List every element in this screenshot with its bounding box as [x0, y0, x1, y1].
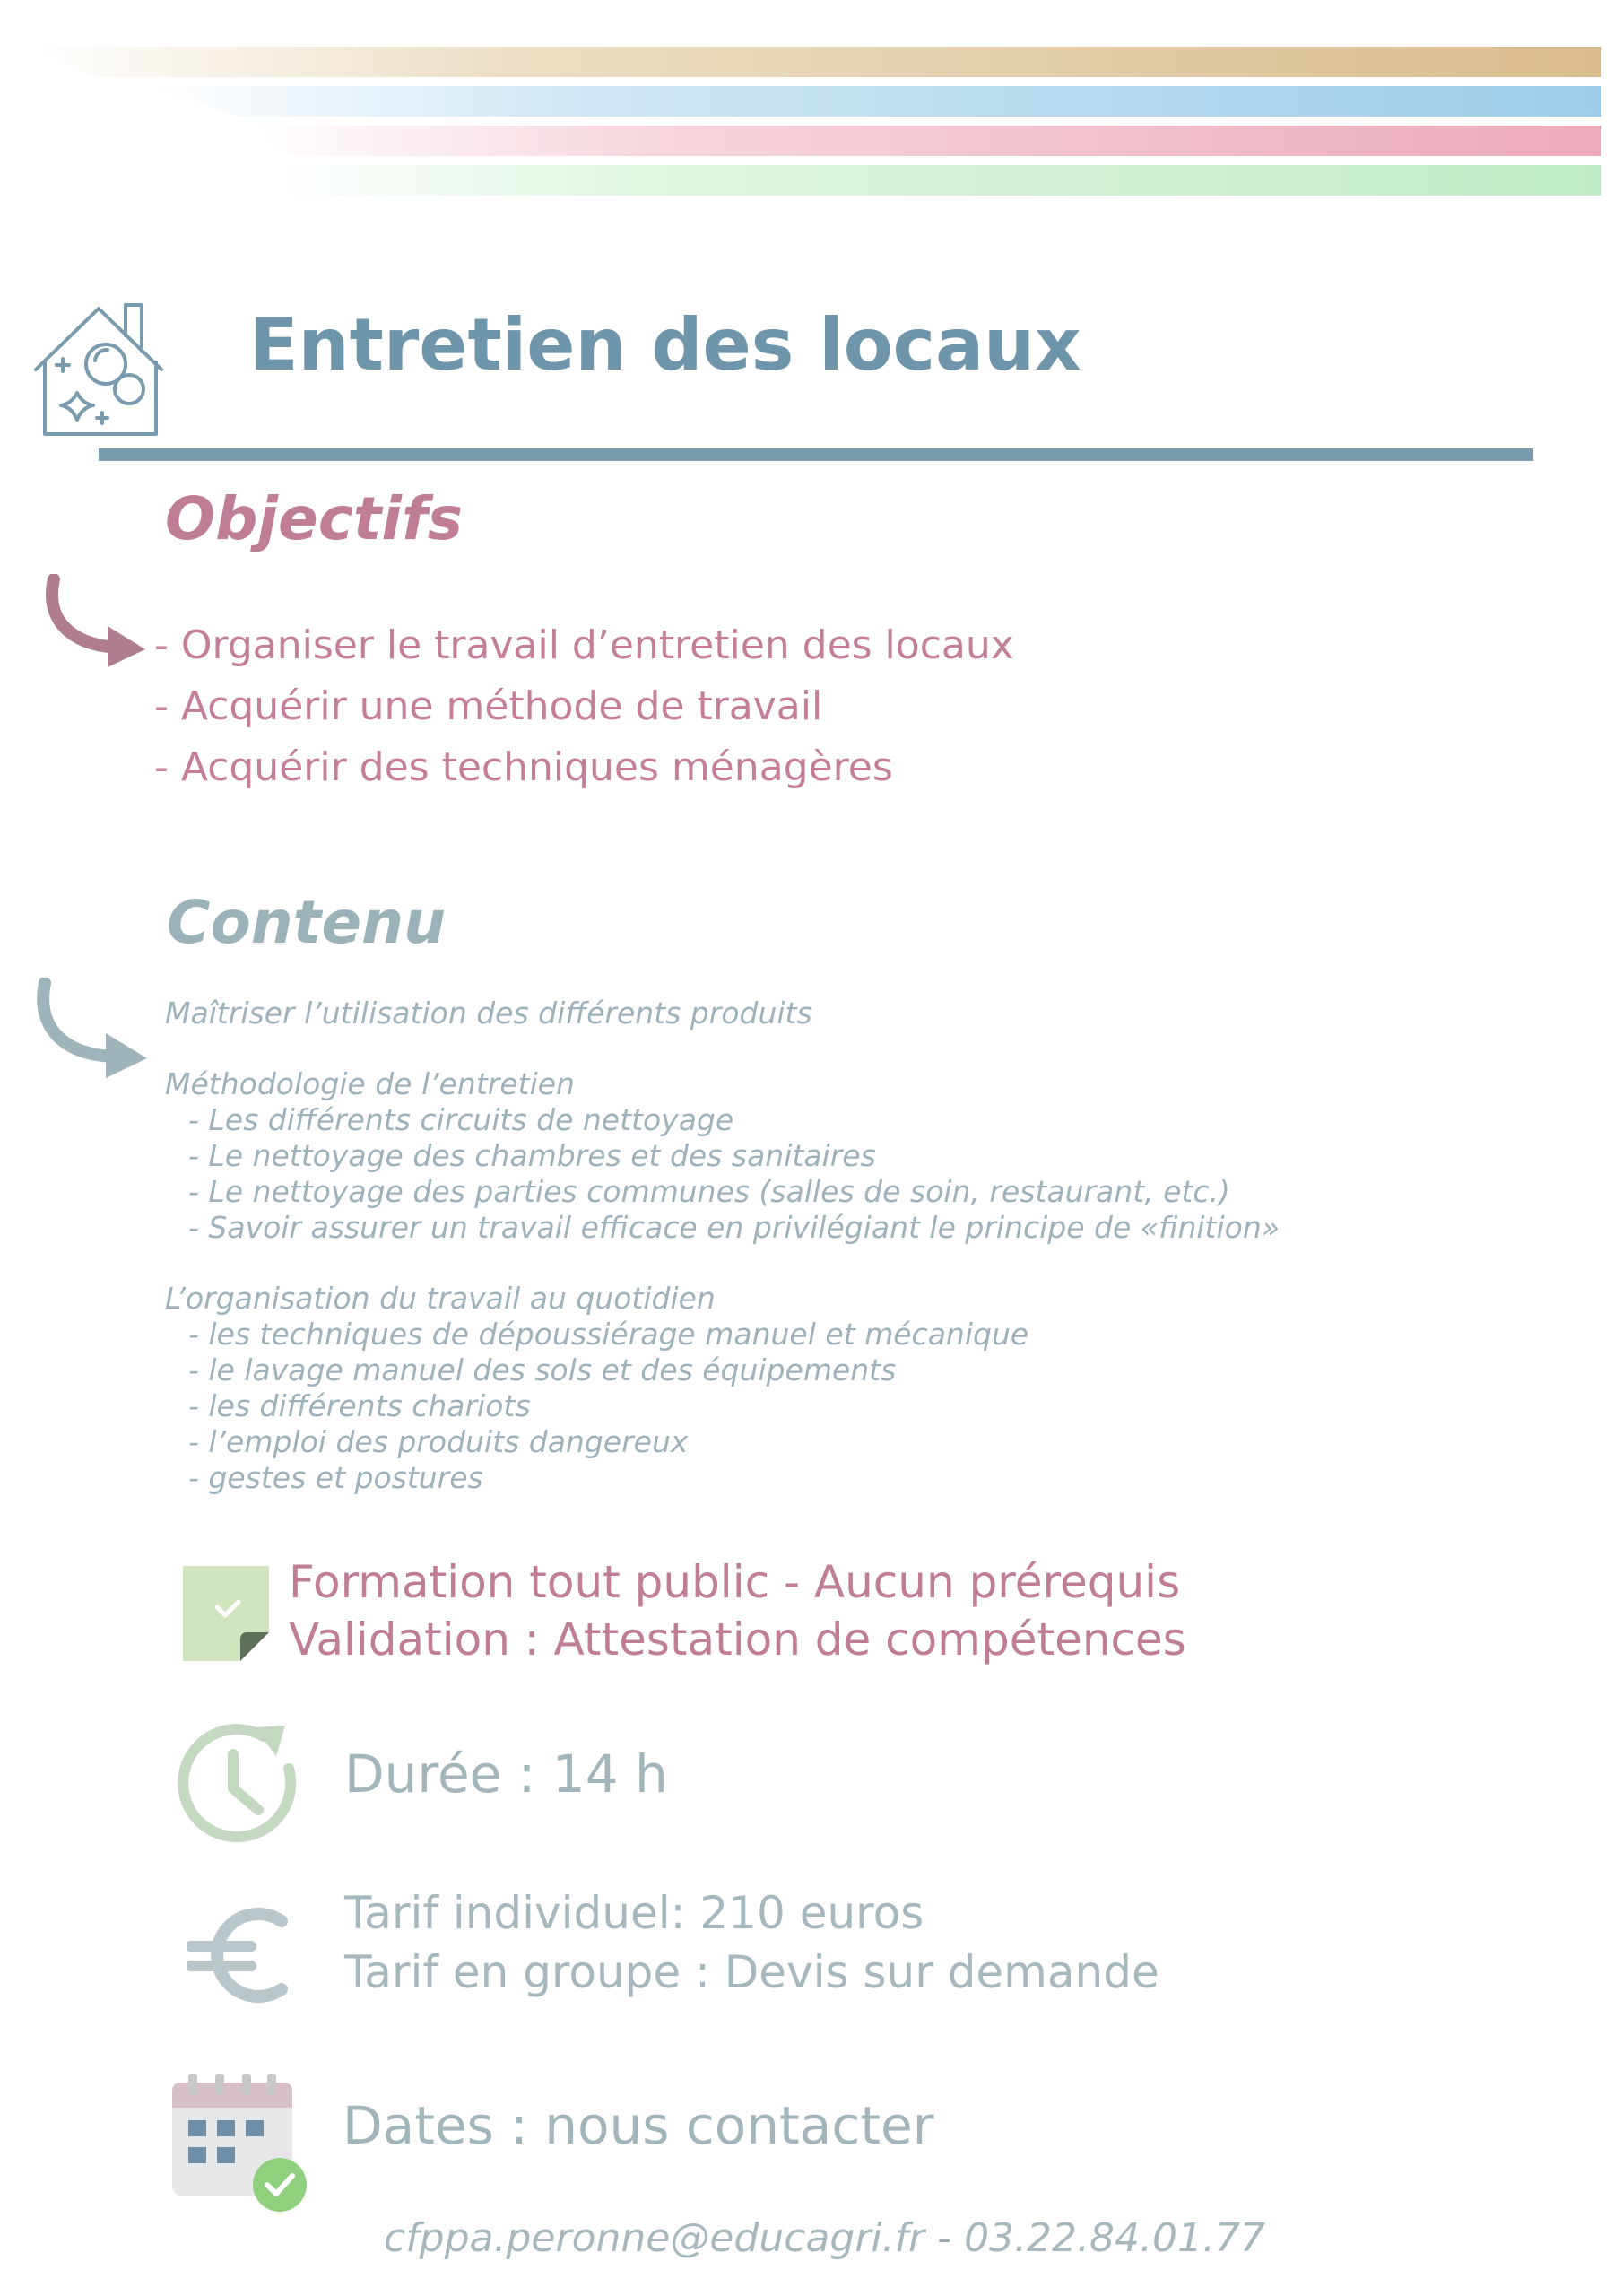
list-item: - Le nettoyage des parties communes (salles de soin, restaurant, etc.)	[188, 1174, 1230, 1209]
tarif-individuel: Tarif individuel: 210 euros	[344, 1887, 924, 1939]
contact-phone[interactable]: 03.22.84.01.77	[964, 2215, 1265, 2261]
decor-stripe-blue	[152, 86, 1601, 117]
check-document-icon	[183, 1566, 269, 1661]
contact-separator: -	[924, 2215, 965, 2261]
page-title: Entretien des locaux	[249, 303, 1081, 387]
title-divider	[99, 448, 1533, 461]
list-item: - Acquérir une méthode de travail	[154, 683, 823, 729]
objectifs-heading: Objectifs	[165, 484, 464, 553]
contenu-group-title: Méthodologie de l’entretien	[165, 1066, 575, 1101]
list-item: - Savoir assurer un travail efficace en privilégiant le principe de «finition»	[188, 1210, 1280, 1245]
euro-icon	[187, 1900, 294, 2011]
list-item: - Organiser le travail d’entretien des locaux	[154, 622, 1014, 668]
objectifs-list	[154, 615, 1014, 798]
decor-stripe-pink	[251, 126, 1601, 156]
contenu-body	[165, 996, 1280, 1531]
contenu-group	[165, 1066, 1280, 1246]
tarif-groupe: Tarif en groupe : Devis sur demande	[344, 1946, 1159, 1998]
contenu-group	[165, 1281, 1280, 1496]
validation-block	[289, 1553, 1186, 1668]
clock-icon	[174, 1718, 305, 1849]
house-cleaning-icon	[32, 300, 172, 443]
list-item: - Les différents circuits de nettoyage	[188, 1102, 734, 1137]
attestation-text: Validation : Attestation de compétences	[289, 1613, 1186, 1665]
list-item: - gestes et postures	[188, 1460, 483, 1495]
curved-arrow-icon	[36, 978, 152, 1085]
contenu-heading: Contenu	[167, 888, 447, 957]
contenu-group	[165, 996, 1280, 1031]
list-item: - les différents chariots	[188, 1388, 531, 1423]
list-item: - le lavage manuel des sols et des équipements	[188, 1352, 897, 1387]
dates-text: Dates : nous contacter	[343, 2095, 934, 2156]
contenu-group-title: L’organisation du travail au quotidien	[165, 1281, 716, 1316]
tarifs-block	[344, 1883, 1159, 2002]
curved-arrow-icon	[45, 574, 152, 673]
decor-stripe-gold	[32, 47, 1601, 77]
decor-stripe-green	[269, 165, 1601, 196]
list-item: - l’emploi des produits dangereux	[188, 1424, 689, 1459]
contact-email[interactable]: cfppa.peronne@educagri.fr	[384, 2215, 925, 2261]
public-text: Formation tout public - Aucun prérequis	[289, 1556, 1181, 1608]
contenu-group-title: Maîtriser l’utilisation des différents produits	[165, 996, 812, 1031]
list-item: - Acquérir des techniques ménagères	[154, 744, 893, 790]
list-item: - les techniques de dépoussiérage manuel et mécanique	[188, 1317, 1029, 1352]
contact-line	[384, 2215, 1265, 2261]
list-item: - Le nettoyage des chambres et des sanitaires	[188, 1138, 876, 1173]
calendar-check-icon	[170, 2070, 310, 2213]
duree-text: Durée : 14 h	[344, 1744, 668, 1805]
